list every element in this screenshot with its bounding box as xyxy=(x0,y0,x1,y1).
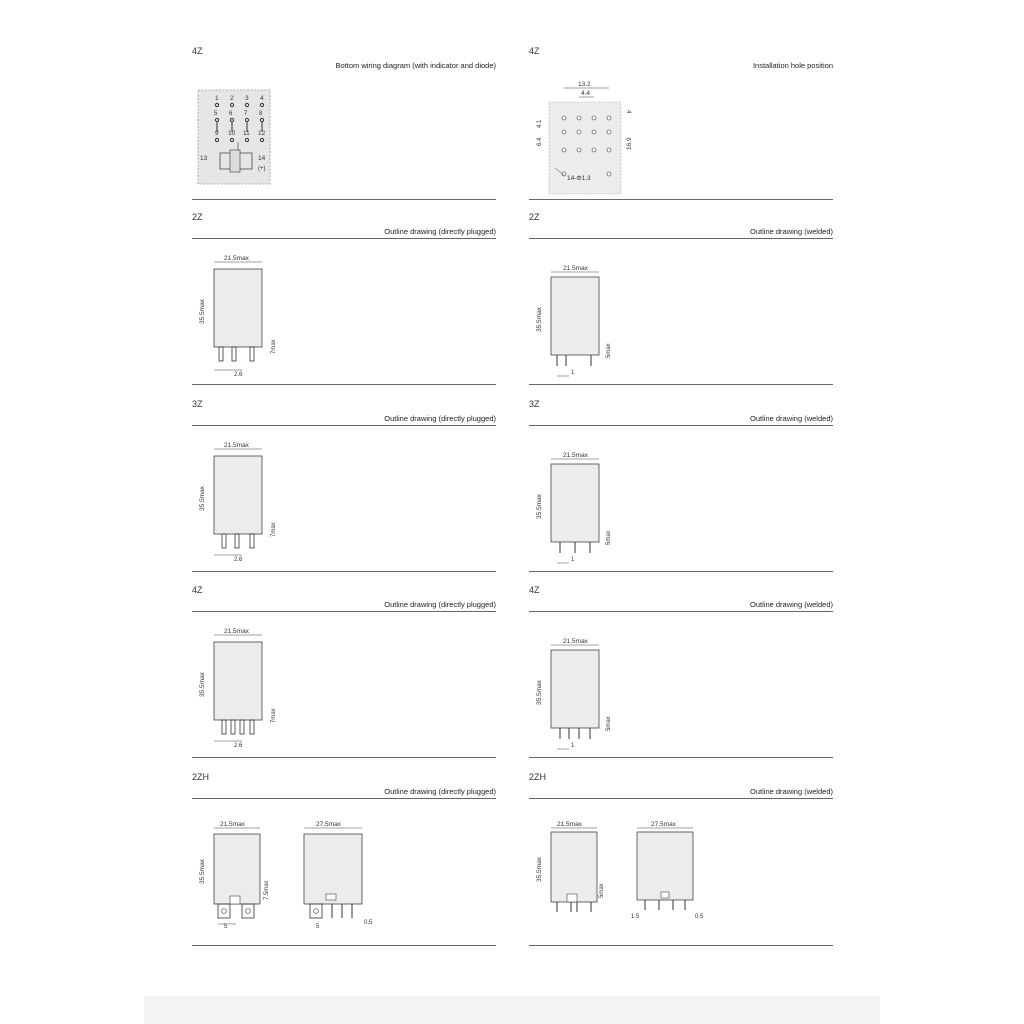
divider xyxy=(529,945,833,946)
divider xyxy=(192,757,496,758)
hole-spec-label: 14-Φ1.3 xyxy=(567,175,591,182)
relay-outline-drawing xyxy=(198,252,298,382)
pin-width-dim: 0.5 xyxy=(695,914,704,920)
section-title: Installation hole position xyxy=(752,61,833,70)
relay-code: 4Z xyxy=(192,585,203,595)
width-dim: 27.5max xyxy=(651,821,676,828)
divider xyxy=(529,611,833,612)
wiring-diagram-section xyxy=(192,46,496,201)
pin-pitch-dim: 1 xyxy=(571,370,575,376)
relay-code: 2Z xyxy=(192,212,203,222)
pin-label: 6 xyxy=(229,111,233,117)
width-dim: 21.5max xyxy=(563,638,588,645)
pin-label: 4 xyxy=(260,95,264,102)
dim-label: 4.4 xyxy=(581,90,591,97)
relay-outline-drawing xyxy=(198,625,298,755)
divider xyxy=(192,199,496,200)
pin-label: 1 xyxy=(215,95,219,102)
divider xyxy=(529,199,833,200)
divider xyxy=(529,238,833,239)
polarity-label: (+) xyxy=(258,166,266,172)
relay-outline-drawing-front xyxy=(629,818,729,938)
section-title: Outline drawing (directly plugged) xyxy=(384,414,496,423)
pin-pitch-dim: 2.6 xyxy=(234,743,243,749)
pin-label: 3 xyxy=(245,95,249,102)
section-title: Outline drawing (directly plugged) xyxy=(384,600,496,609)
section-title: Outline drawing (directly plugged) xyxy=(384,227,496,236)
divider xyxy=(192,425,496,426)
width-dim: 21.5max xyxy=(224,255,249,262)
relay-code: 3Z xyxy=(192,399,203,409)
pin-length-dim: 5max xyxy=(606,530,612,545)
divider xyxy=(192,571,496,572)
pin-label: 12 xyxy=(258,130,266,137)
height-dim: 35.5max xyxy=(536,494,543,519)
page-bottom-band xyxy=(144,996,880,1024)
outline-2zh-plug-section xyxy=(192,772,496,948)
relay-outline-drawing xyxy=(535,449,635,579)
pin-offset-dim: 1.5 xyxy=(631,914,640,920)
pin-label: 8 xyxy=(259,111,263,117)
height-dim: 35.5max xyxy=(536,307,543,332)
height-dim: 35.5max xyxy=(536,857,543,882)
divider xyxy=(192,238,496,239)
pin-length-dim: 5max xyxy=(606,343,612,358)
pin-pitch-dim: 1 xyxy=(571,557,575,563)
relay-code: 2Z xyxy=(529,212,540,222)
dim-label: 6.4 xyxy=(537,137,543,146)
pin-label: 5 xyxy=(214,111,218,117)
outline-2z-weld-section xyxy=(529,212,833,387)
pin-length-dim: 5max xyxy=(599,883,605,898)
section-title: Outline drawing (welded) xyxy=(750,600,833,609)
divider xyxy=(192,798,496,799)
height-dim: 35.5max xyxy=(199,859,206,884)
relay-code: 4Z xyxy=(529,585,540,595)
relay-outline-drawing xyxy=(198,439,298,569)
outline-3z-weld-section xyxy=(529,399,833,574)
height-dim: 35.5max xyxy=(199,299,206,324)
divider xyxy=(192,384,496,385)
relay-outline-drawing-side xyxy=(533,818,633,938)
pin-length-dim: 5max xyxy=(606,716,612,731)
pin-label: 11 xyxy=(243,130,250,137)
height-dim: 35.5max xyxy=(199,486,206,511)
outline-3z-plug-section xyxy=(192,399,496,574)
width-dim: 21.5max xyxy=(563,452,588,459)
relay-code: 3Z xyxy=(529,399,540,409)
pin-pitch-dim: 5 xyxy=(224,924,228,930)
width-dim: 21.5max xyxy=(224,442,249,449)
dim-label: 4 xyxy=(625,110,631,114)
pin-pitch-dim: 5 xyxy=(316,924,320,930)
pin-label: 2 xyxy=(230,95,234,102)
relay-outline-drawing-side xyxy=(196,818,296,938)
pin-length-dim: 7max xyxy=(271,522,277,537)
relay-outline-drawing xyxy=(535,635,635,765)
relay-outline-drawing xyxy=(535,262,635,392)
divider xyxy=(529,798,833,799)
pin-pitch-dim: 2.6 xyxy=(234,557,243,563)
pin-length-dim: 7max xyxy=(271,708,277,723)
dim-label: 4.1 xyxy=(537,119,543,128)
hole-position-section xyxy=(529,46,833,201)
divider xyxy=(192,945,496,946)
pin-pitch-dim: 1 xyxy=(571,743,575,749)
pin-label: 9 xyxy=(215,130,219,137)
width-dim: 21.5max xyxy=(220,821,245,828)
divider xyxy=(192,611,496,612)
relay-code: 4Z xyxy=(529,46,540,56)
outline-2zh-weld-section xyxy=(529,772,833,948)
pin-label: 13 xyxy=(200,155,208,162)
pin-label: 7 xyxy=(244,111,248,117)
pin-width-dim: 0.5 xyxy=(364,920,373,926)
section-title: Bottom wiring diagram (with indicator and diode) xyxy=(335,61,496,70)
width-dim: 27.5max xyxy=(316,821,341,828)
relay-code: 2ZH xyxy=(192,772,210,782)
pin-length-dim: 7max xyxy=(271,339,277,354)
outline-2z-plug-section xyxy=(192,212,496,387)
relay-code: 2ZH xyxy=(529,772,547,782)
pin-pitch-dim: 2.6 xyxy=(234,372,243,378)
hole-layout-diagram xyxy=(535,80,645,195)
outline-4z-plug-section xyxy=(192,585,496,760)
relay-outline-drawing-front xyxy=(300,818,390,938)
dim-label: 16.9 xyxy=(626,137,633,150)
section-title: Outline drawing (welded) xyxy=(750,787,833,796)
relay-code: 4Z xyxy=(192,46,203,56)
section-title: Outline drawing (directly plugged) xyxy=(384,787,496,796)
section-title: Outline drawing (welded) xyxy=(750,227,833,236)
pin-label: 14 xyxy=(258,155,266,162)
width-dim: 21.5max xyxy=(557,821,582,828)
height-dim: 35.5max xyxy=(536,680,543,705)
width-dim: 21.5max xyxy=(224,628,249,635)
dim-label: 13.2 xyxy=(578,81,591,88)
divider xyxy=(529,425,833,426)
outline-4z-weld-section xyxy=(529,585,833,760)
wiring-diagram xyxy=(198,90,278,186)
section-title: Outline drawing (welded) xyxy=(750,414,833,423)
pin-length-dim: 7.5max xyxy=(264,880,270,900)
width-dim: 21.5max xyxy=(563,265,588,272)
height-dim: 35.5max xyxy=(199,672,206,697)
pin-label: 10 xyxy=(228,130,236,137)
